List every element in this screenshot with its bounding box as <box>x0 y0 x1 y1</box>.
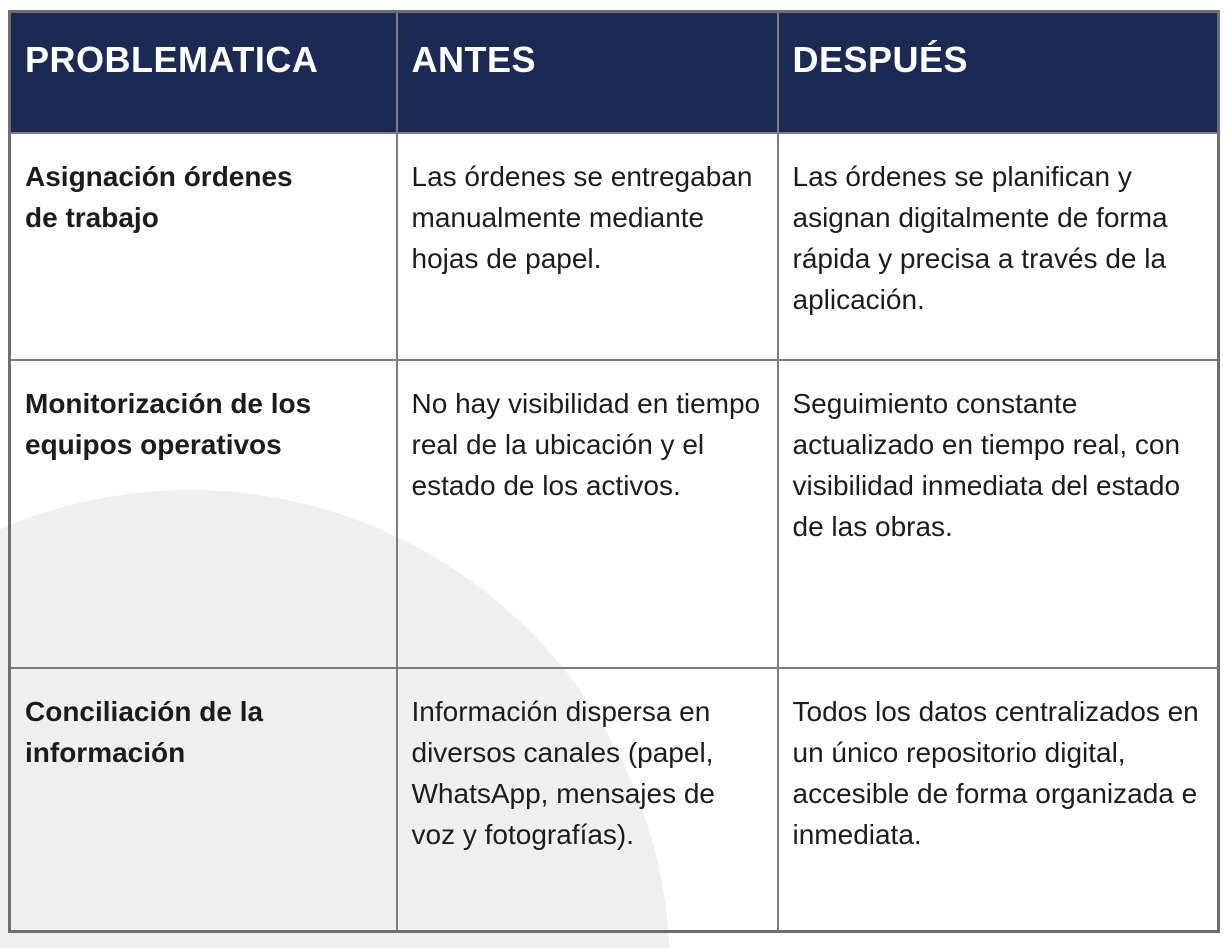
column-header-antes: ANTES <box>397 12 778 133</box>
antes-cell-monitorizacion: No hay visibilidad en tiempo real de la ubicación y el estado de los activos. <box>397 360 778 668</box>
antes-cell-conciliacion: Información dispersa en diversos canales (papel, WhatsApp, mensajes de voz y fotografías). <box>397 668 778 932</box>
table-row <box>10 668 1219 932</box>
despues-cell-conciliacion: Todos los datos centralizados en un único repositorio digital, accesible de forma organizada e inmediata. <box>778 668 1219 932</box>
despues-cell-asignacion: Las órdenes se planifican y asignan digitalmente de forma rápida y precisa a través de la aplicación. <box>778 133 1219 360</box>
antes-cell-asignacion: Las órdenes se entregaban manualmente mediante hojas de papel. <box>397 133 778 360</box>
table-row <box>10 133 1219 360</box>
despues-cell-monitorizacion: Seguimiento constante actualizado en tiempo real, con visibilidad inmediata del estado de las obras. <box>778 360 1219 668</box>
row-label-conciliacion: Conciliación de la información <box>10 668 397 932</box>
column-header-despues: DESPUÉS <box>778 12 1219 133</box>
comparison-table <box>8 10 1220 933</box>
table-row <box>10 360 1219 668</box>
table-header-row <box>10 12 1219 133</box>
column-header-problematica: PROBLEMATICA <box>10 12 397 133</box>
row-label-monitorizacion: Monitorización de los equipos operativos <box>10 360 397 668</box>
row-label-asignacion: Asignación órdenes de trabajo <box>10 133 397 360</box>
